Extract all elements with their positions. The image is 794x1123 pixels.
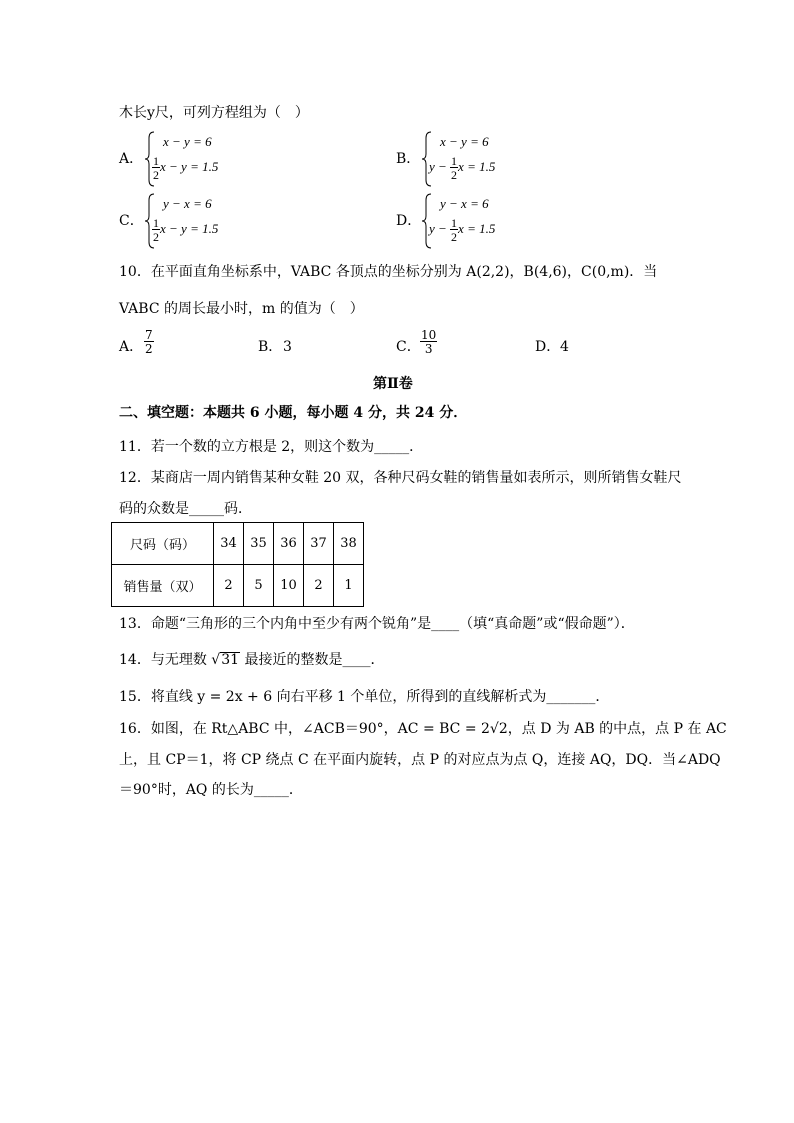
q14-post: 最接近的整数是____． — [240, 652, 385, 668]
table-cell: 2 — [214, 565, 244, 607]
q12-line-1: 12．某商店一周内销售某种女鞋 20 双，各种尺码女鞋的销售量如表所示，则所销售女鞋尺 — [119, 470, 682, 486]
table-cell: 35 — [244, 523, 274, 565]
option-label: D． — [535, 339, 561, 355]
q10-line-2: VABC 的周长最小时，m 的值为（ ） — [119, 301, 364, 317]
equation-1: x − y = 6 — [163, 134, 212, 149]
table-cell: 34 — [214, 523, 244, 565]
q9-stem: 木长y尺，可列方程组为（ ） — [119, 105, 309, 121]
q12-line-2: 码的众数是_____码． — [119, 501, 252, 517]
table-row — [112, 523, 364, 565]
table-cell: 38 — [334, 523, 364, 565]
option-label: C． — [396, 339, 421, 355]
table-row — [112, 565, 364, 607]
fraction: $\frac{10}{3}$ — [421, 328, 437, 356]
equation-2: y − $\frac{1}{2}$ x = 1.5 — [429, 216, 496, 244]
q16-line-3: ＝90°时，AQ 的长为_____． — [119, 782, 303, 798]
option-label: D． — [396, 213, 422, 229]
option-label: B． — [396, 151, 421, 167]
radicand: 31 — [221, 652, 240, 668]
table-header-cell: 销售量（双） — [112, 565, 214, 607]
fraction: $\frac{7}{2}$ — [145, 328, 153, 356]
table-header-cell: 尺码（码） — [112, 523, 214, 565]
square-root: √31 — [211, 652, 240, 668]
table-cell: 36 — [274, 523, 304, 565]
q10-line-1: 10．在平面直角坐标系中，VABC 各顶点的坐标分别为 A(2,2)，B(4,6)，C(0,m)．当 — [119, 264, 658, 280]
q13-text: 13．命题“三角形的三个内角中至少有两个锐角”是____（填“真命题”或“假命题”）． — [119, 616, 635, 632]
equation-1: y − x = 6 — [440, 196, 489, 211]
equation-2: y − $\frac{1}{2}$ x = 1.5 — [429, 154, 496, 182]
q16-line-1: 16．如图，在 Rt△ABC 中，∠ACB＝90°，AC = BC = 2√2，点 D 为 AB 的中点，点 P 在 AC — [119, 721, 727, 737]
section-title: 第Ⅱ卷 — [373, 376, 413, 392]
q14-text — [119, 652, 384, 667]
q15-text: 15．将直线 y = 2x + 6 向右平移 1 个单位，所得到的直线解析式为_______． — [119, 689, 610, 705]
option-value: 3 — [283, 339, 292, 355]
table-cell: 1 — [334, 565, 364, 607]
table-cell: 2 — [304, 565, 334, 607]
shoe-size-table — [111, 522, 364, 607]
q14-pre: 14．与无理数 — [119, 652, 212, 668]
option-value: 4 — [560, 339, 569, 355]
equation-2: $\frac{1}{2}$ x − y = 1.5 — [153, 154, 219, 182]
table-cell: 10 — [274, 565, 304, 607]
equation-2: $\frac{1}{2}$ x − y = 1.5 — [153, 216, 219, 244]
table-cell: 37 — [304, 523, 334, 565]
equation-1: y − x = 6 — [163, 196, 212, 211]
section-heading: 二、填空题：本题共 6 小题，每小题 4 分，共 24 分． — [119, 405, 468, 421]
option-label: B． — [258, 339, 283, 355]
table-cell: 5 — [244, 565, 274, 607]
q11-text: 11．若一个数的立方根是 2，则这个数为_____． — [119, 439, 424, 455]
option-label: A． — [119, 339, 144, 355]
equation-1: x − y = 6 — [440, 134, 489, 149]
option-label: A． — [119, 151, 144, 167]
option-label: C． — [119, 213, 144, 229]
q16-line-2: 上，且 CP＝1，将 CP 绕点 C 在平面内旋转，点 P 的对应点为点 Q，连接 AQ，DQ．当∠ADQ — [119, 752, 721, 768]
